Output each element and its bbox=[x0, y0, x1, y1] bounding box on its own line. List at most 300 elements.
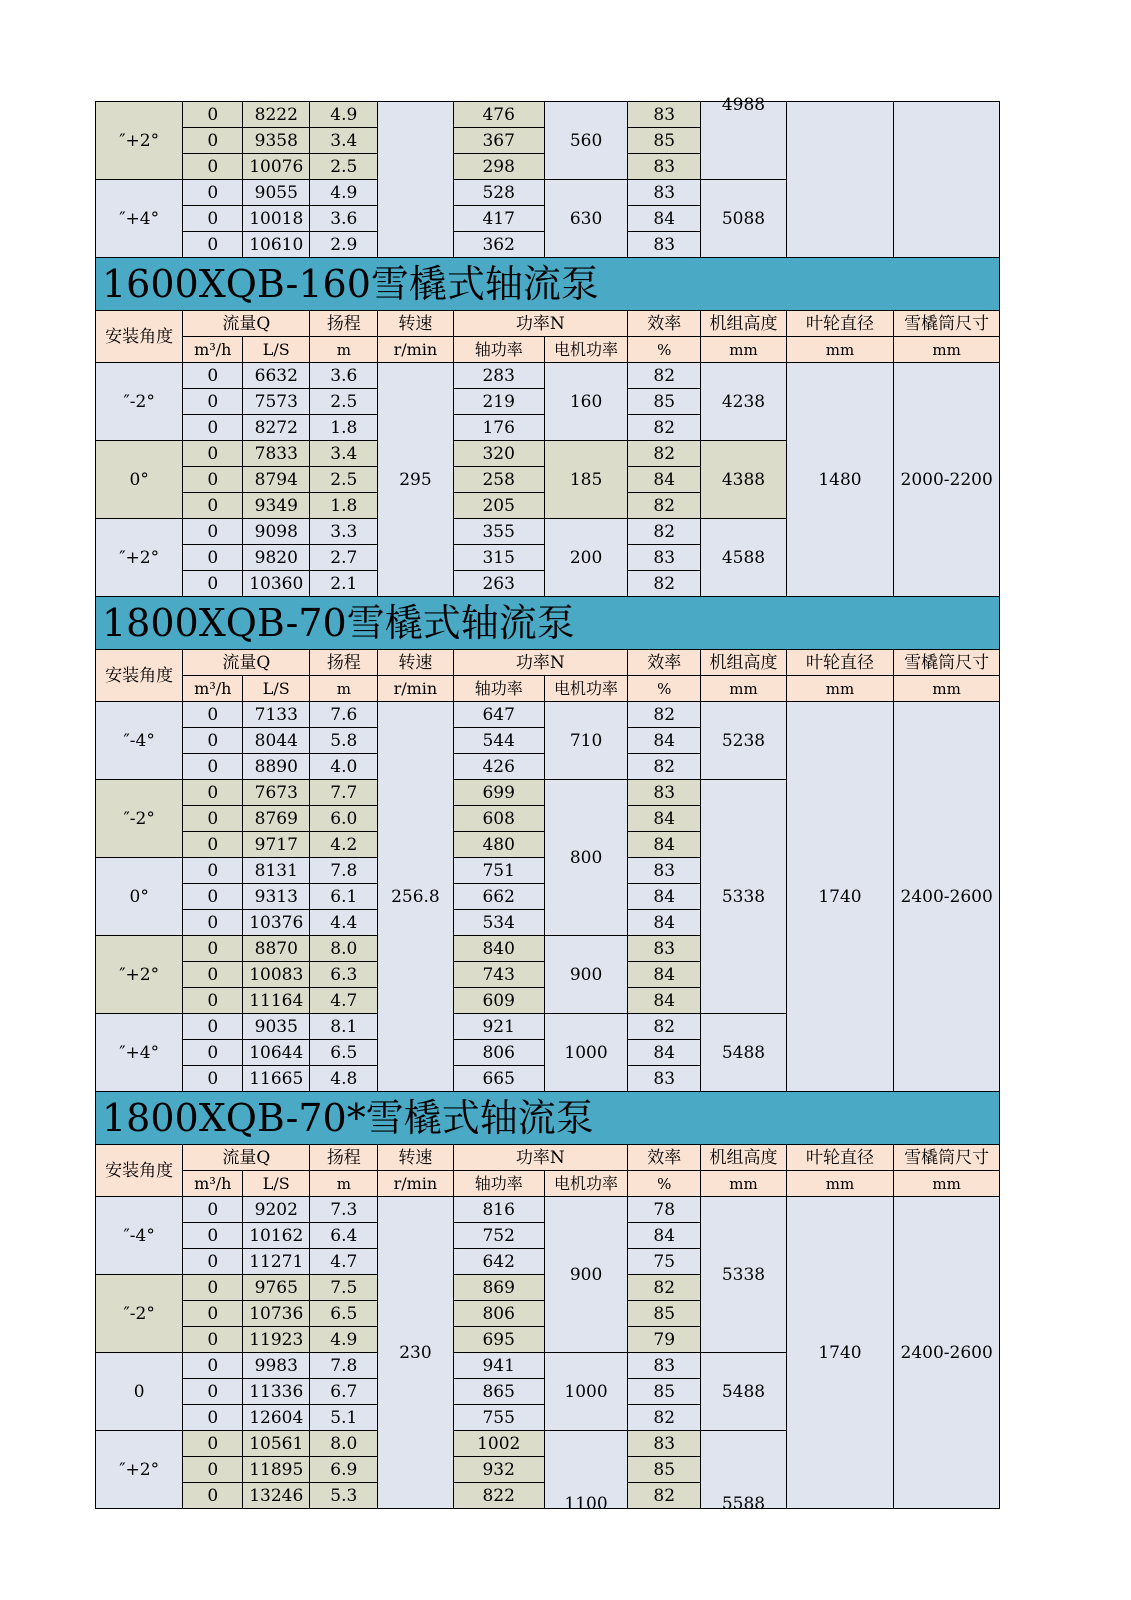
header-power: 功率N bbox=[453, 1145, 628, 1171]
cell-m3h: 0 bbox=[183, 1066, 243, 1092]
cell-ls: 7573 bbox=[243, 389, 310, 415]
motor-power-cell: 160 bbox=[544, 363, 627, 441]
header-angle: 安装角度 bbox=[96, 311, 183, 363]
cell-efficiency: 82 bbox=[628, 363, 701, 389]
header-efficiency: 效率 bbox=[628, 650, 701, 676]
cell-shaft-power: 476 bbox=[453, 102, 544, 128]
cell-ls: 10076 bbox=[243, 154, 310, 180]
header-unit-height: 机组高度 bbox=[701, 1145, 786, 1171]
cell-m3h: 0 bbox=[183, 571, 243, 597]
cell-ls: 8222 bbox=[243, 102, 310, 128]
header-head: 扬程 bbox=[310, 650, 378, 676]
angle-cell: ″+4° bbox=[96, 1014, 183, 1092]
cell-m3h: 0 bbox=[183, 1327, 243, 1353]
cell-efficiency: 83 bbox=[628, 545, 701, 571]
cell-efficiency: 82 bbox=[628, 1483, 701, 1509]
cell-ls: 11923 bbox=[243, 1327, 310, 1353]
unit-height-cell: 4238 bbox=[701, 363, 786, 441]
header-flow: 流量Q bbox=[183, 1145, 310, 1171]
cell-m3h: 0 bbox=[183, 780, 243, 806]
cell-ls: 9313 bbox=[243, 884, 310, 910]
cell-shaft-power: 806 bbox=[453, 1301, 544, 1327]
cell-shaft-power: 298 bbox=[453, 154, 544, 180]
cell-shaft-power: 840 bbox=[453, 936, 544, 962]
unit-m: m bbox=[310, 676, 378, 702]
cell-head: 4.9 bbox=[310, 180, 378, 206]
cell-m3h: 0 bbox=[183, 832, 243, 858]
cell-head: 6.3 bbox=[310, 962, 378, 988]
cell-head: 4.9 bbox=[310, 1327, 378, 1353]
table-row bbox=[96, 702, 1000, 728]
cell-shaft-power: 609 bbox=[453, 988, 544, 1014]
cell-head: 4.7 bbox=[310, 988, 378, 1014]
unit-height-cell: 5488 bbox=[701, 1353, 786, 1431]
unit-height-cell: 5488 bbox=[701, 1014, 786, 1092]
cell-shaft-power: 480 bbox=[453, 832, 544, 858]
header-efficiency: 效率 bbox=[628, 311, 701, 337]
header-speed: 转速 bbox=[378, 311, 453, 337]
unit-rmin: r/min bbox=[378, 337, 453, 363]
header-flow: 流量Q bbox=[183, 311, 310, 337]
cell-ls: 9820 bbox=[243, 545, 310, 571]
cell-ls: 12604 bbox=[243, 1405, 310, 1431]
cell-efficiency: 84 bbox=[628, 832, 701, 858]
unit-ls: L/S bbox=[243, 676, 310, 702]
unit-pct: % bbox=[628, 676, 701, 702]
cell-head: 7.8 bbox=[310, 858, 378, 884]
cell-shaft-power: 362 bbox=[453, 232, 544, 258]
header-efficiency: 效率 bbox=[628, 1145, 701, 1171]
cell-ls: 7133 bbox=[243, 702, 310, 728]
cell-ls: 9358 bbox=[243, 128, 310, 154]
cell-shaft-power: 822 bbox=[453, 1483, 544, 1509]
unit-height-cell bbox=[701, 95, 786, 180]
cell-head: 8.0 bbox=[310, 1431, 378, 1457]
motor-power-cell: 800 bbox=[544, 780, 627, 936]
angle-cell: ″-4° bbox=[96, 1197, 183, 1275]
header-row bbox=[96, 1145, 1000, 1171]
unit-rmin: r/min bbox=[378, 676, 453, 702]
unit-mm: mm bbox=[894, 676, 1000, 702]
cell-m3h: 0 bbox=[183, 206, 243, 232]
cell-m3h: 0 bbox=[183, 1249, 243, 1275]
cell-shaft-power: 426 bbox=[453, 754, 544, 780]
motor-power-cell: 560 bbox=[544, 102, 627, 180]
cell-ls: 6632 bbox=[243, 363, 310, 389]
unit-height-cell: 5338 bbox=[701, 1197, 786, 1353]
section-title: 1800XQB-70雪橇式轴流泵 bbox=[96, 597, 1000, 650]
cell-head: 2.5 bbox=[310, 389, 378, 415]
cell-efficiency: 85 bbox=[628, 1379, 701, 1405]
cell-shaft-power: 544 bbox=[453, 728, 544, 754]
unit-mm: mm bbox=[786, 1171, 894, 1197]
cell-efficiency: 83 bbox=[628, 154, 701, 180]
cell-efficiency: 82 bbox=[628, 493, 701, 519]
cell-m3h: 0 bbox=[183, 1457, 243, 1483]
cell-head: 7.6 bbox=[310, 702, 378, 728]
cell-ls: 9349 bbox=[243, 493, 310, 519]
cell-head: 7.3 bbox=[310, 1197, 378, 1223]
cell-shaft-power: 921 bbox=[453, 1014, 544, 1040]
motor-power-cell: 1000 bbox=[544, 1353, 627, 1431]
cell-efficiency: 84 bbox=[628, 467, 701, 493]
motor-power-cell: 200 bbox=[544, 519, 627, 597]
cell-efficiency: 84 bbox=[628, 728, 701, 754]
cell-efficiency: 82 bbox=[628, 702, 701, 728]
cell-m3h: 0 bbox=[183, 363, 243, 389]
cell-head: 2.5 bbox=[310, 154, 378, 180]
cell-ls: 9983 bbox=[243, 1353, 310, 1379]
header-duct-size: 雪橇筒尺寸 bbox=[894, 650, 1000, 676]
cell-m3h: 0 bbox=[183, 232, 243, 258]
cell-ls: 10736 bbox=[243, 1301, 310, 1327]
cell-head: 7.5 bbox=[310, 1275, 378, 1301]
motor-power-cell: 710 bbox=[544, 702, 627, 780]
cell-head: 6.7 bbox=[310, 1379, 378, 1405]
cell-m3h: 0 bbox=[183, 1275, 243, 1301]
cell-head: 6.0 bbox=[310, 806, 378, 832]
angle-cell: ″-2° bbox=[96, 1275, 183, 1353]
cell-m3h: 0 bbox=[183, 988, 243, 1014]
cell-m3h: 0 bbox=[183, 910, 243, 936]
cell-m3h: 0 bbox=[183, 1223, 243, 1249]
cell-head: 6.9 bbox=[310, 1457, 378, 1483]
cell-head: 2.9 bbox=[310, 232, 378, 258]
cell-head: 4.8 bbox=[310, 1066, 378, 1092]
angle-cell: 0 bbox=[96, 1353, 183, 1431]
cell-efficiency: 82 bbox=[628, 1014, 701, 1040]
cell-m3h: 0 bbox=[183, 389, 243, 415]
unit-shaft-power: 轴功率 bbox=[453, 337, 544, 363]
cell-m3h: 0 bbox=[183, 519, 243, 545]
duct-cell: 2400-2600 bbox=[894, 1197, 1000, 1509]
cell-efficiency: 82 bbox=[628, 571, 701, 597]
motor-power-cell: 1000 bbox=[544, 1014, 627, 1092]
section-title: 1600XQB-160雪橇式轴流泵 bbox=[96, 258, 1000, 311]
cell-shaft-power: 752 bbox=[453, 1223, 544, 1249]
impeller-cell bbox=[786, 102, 894, 258]
header-head: 扬程 bbox=[310, 1145, 378, 1171]
pump-spec-table bbox=[95, 95, 1000, 1514]
unit-row bbox=[96, 337, 1000, 363]
cell-shaft-power: 528 bbox=[453, 180, 544, 206]
speed-cell bbox=[378, 102, 453, 258]
cell-ls: 10561 bbox=[243, 1431, 310, 1457]
cell-m3h: 0 bbox=[183, 1301, 243, 1327]
duct-cell bbox=[894, 102, 1000, 258]
cell-m3h: 0 bbox=[183, 1431, 243, 1457]
cell-head: 4.9 bbox=[310, 102, 378, 128]
cell-efficiency: 83 bbox=[628, 102, 701, 128]
cell-efficiency: 83 bbox=[628, 180, 701, 206]
unit-height-value: 5588 bbox=[721, 1494, 766, 1514]
cell-shaft-power: 941 bbox=[453, 1353, 544, 1379]
angle-cell: ″+2° bbox=[96, 102, 183, 180]
angle-cell: 0° bbox=[96, 441, 183, 519]
cell-efficiency: 78 bbox=[628, 1197, 701, 1223]
motor-power-cell bbox=[544, 1431, 627, 1514]
cell-shaft-power: 816 bbox=[453, 1197, 544, 1223]
cell-m3h: 0 bbox=[183, 858, 243, 884]
cell-shaft-power: 662 bbox=[453, 884, 544, 910]
cell-ls: 10644 bbox=[243, 1040, 310, 1066]
cell-m3h: 0 bbox=[183, 1014, 243, 1040]
cell-m3h: 0 bbox=[183, 1379, 243, 1405]
unit-shaft-power: 轴功率 bbox=[453, 1171, 544, 1197]
angle-cell: ″+2° bbox=[96, 1431, 183, 1509]
unit-height-cell: 4588 bbox=[701, 519, 786, 597]
cell-shaft-power: 205 bbox=[453, 493, 544, 519]
angle-cell: ″-2° bbox=[96, 780, 183, 858]
cell-efficiency: 84 bbox=[628, 806, 701, 832]
cell-efficiency: 83 bbox=[628, 936, 701, 962]
speed-cell: 230 bbox=[378, 1197, 453, 1509]
cell-m3h: 0 bbox=[183, 1197, 243, 1223]
cell-efficiency: 79 bbox=[628, 1327, 701, 1353]
motor-power-cell: 630 bbox=[544, 180, 627, 258]
cell-m3h: 0 bbox=[183, 884, 243, 910]
cell-ls: 11271 bbox=[243, 1249, 310, 1275]
unit-mm: mm bbox=[701, 1171, 786, 1197]
angle-cell: ″-2° bbox=[96, 363, 183, 441]
cell-m3h: 0 bbox=[183, 154, 243, 180]
cell-ls: 8769 bbox=[243, 806, 310, 832]
cell-efficiency: 75 bbox=[628, 1249, 701, 1275]
cell-shaft-power: 283 bbox=[453, 363, 544, 389]
cell-m3h: 0 bbox=[183, 962, 243, 988]
cell-m3h: 0 bbox=[183, 1353, 243, 1379]
cell-ls: 8890 bbox=[243, 754, 310, 780]
cell-head: 7.7 bbox=[310, 780, 378, 806]
table-row bbox=[96, 363, 1000, 389]
cell-m3h: 0 bbox=[183, 493, 243, 519]
cell-ls: 10610 bbox=[243, 232, 310, 258]
cell-efficiency: 83 bbox=[628, 1353, 701, 1379]
cell-efficiency: 84 bbox=[628, 206, 701, 232]
cell-shaft-power: 258 bbox=[453, 467, 544, 493]
cell-shaft-power: 751 bbox=[453, 858, 544, 884]
header-impeller-diameter: 叶轮直径 bbox=[786, 311, 894, 337]
unit-motor-power: 电机功率 bbox=[544, 337, 627, 363]
section-title-row bbox=[96, 258, 1000, 311]
cell-m3h: 0 bbox=[183, 180, 243, 206]
cell-m3h: 0 bbox=[183, 467, 243, 493]
cell-head: 5.1 bbox=[310, 1405, 378, 1431]
header-duct-size: 雪橇筒尺寸 bbox=[894, 1145, 1000, 1171]
cell-head: 2.5 bbox=[310, 467, 378, 493]
cell-shaft-power: 865 bbox=[453, 1379, 544, 1405]
header-speed: 转速 bbox=[378, 650, 453, 676]
header-power: 功率N bbox=[453, 650, 628, 676]
section-title-row bbox=[96, 597, 1000, 650]
cell-m3h: 0 bbox=[183, 702, 243, 728]
cell-shaft-power: 417 bbox=[453, 206, 544, 232]
unit-height-cell: 5338 bbox=[701, 780, 786, 1014]
angle-cell: ″+2° bbox=[96, 519, 183, 597]
cell-m3h: 0 bbox=[183, 415, 243, 441]
header-angle: 安装角度 bbox=[96, 650, 183, 702]
unit-rmin: r/min bbox=[378, 1171, 453, 1197]
section-title: 1800XQB-70*雪橇式轴流泵 bbox=[96, 1092, 1000, 1145]
cell-shaft-power: 642 bbox=[453, 1249, 544, 1275]
cell-efficiency: 82 bbox=[628, 415, 701, 441]
unit-m3h: m³/h bbox=[183, 1171, 243, 1197]
unit-motor-power: 电机功率 bbox=[544, 676, 627, 702]
header-row bbox=[96, 650, 1000, 676]
cell-m3h: 0 bbox=[183, 102, 243, 128]
table-row bbox=[96, 102, 1000, 128]
cell-efficiency: 84 bbox=[628, 962, 701, 988]
cell-ls: 11665 bbox=[243, 1066, 310, 1092]
speed-cell: 256.8 bbox=[378, 702, 453, 1092]
angle-cell: 0° bbox=[96, 858, 183, 936]
cell-ls: 9765 bbox=[243, 1275, 310, 1301]
cell-head: 2.7 bbox=[310, 545, 378, 571]
unit-height-value: 4988 bbox=[721, 95, 766, 115]
unit-m: m bbox=[310, 1171, 378, 1197]
unit-motor-power: 电机功率 bbox=[544, 1171, 627, 1197]
angle-cell: ″+4° bbox=[96, 180, 183, 258]
cell-ls: 7673 bbox=[243, 780, 310, 806]
cell-head: 4.7 bbox=[310, 1249, 378, 1275]
cell-shaft-power: 367 bbox=[453, 128, 544, 154]
cell-efficiency: 82 bbox=[628, 754, 701, 780]
cell-shaft-power: 219 bbox=[453, 389, 544, 415]
motor-power-cell: 185 bbox=[544, 441, 627, 519]
cell-head: 1.8 bbox=[310, 493, 378, 519]
cell-head: 6.5 bbox=[310, 1301, 378, 1327]
unit-pct: % bbox=[628, 1171, 701, 1197]
unit-shaft-power: 轴功率 bbox=[453, 676, 544, 702]
cell-head: 4.4 bbox=[310, 910, 378, 936]
cell-shaft-power: 355 bbox=[453, 519, 544, 545]
cell-head: 8.1 bbox=[310, 1014, 378, 1040]
unit-mm: mm bbox=[894, 337, 1000, 363]
cell-head: 5.8 bbox=[310, 728, 378, 754]
cell-ls: 8272 bbox=[243, 415, 310, 441]
cell-shaft-power: 608 bbox=[453, 806, 544, 832]
spreadsheet-page bbox=[95, 95, 1000, 1514]
header-head: 扬程 bbox=[310, 311, 378, 337]
cell-efficiency: 84 bbox=[628, 1040, 701, 1066]
cell-shaft-power: 699 bbox=[453, 780, 544, 806]
cell-head: 3.3 bbox=[310, 519, 378, 545]
angle-cell: ″+2° bbox=[96, 936, 183, 1014]
header-unit-height: 机组高度 bbox=[701, 650, 786, 676]
cell-head: 5.3 bbox=[310, 1483, 378, 1509]
cell-ls: 7833 bbox=[243, 441, 310, 467]
cell-shaft-power: 665 bbox=[453, 1066, 544, 1092]
cell-m3h: 0 bbox=[183, 1040, 243, 1066]
cell-efficiency: 85 bbox=[628, 128, 701, 154]
cell-m3h: 0 bbox=[183, 1483, 243, 1509]
unit-m3h: m³/h bbox=[183, 337, 243, 363]
cell-ls: 8794 bbox=[243, 467, 310, 493]
cell-efficiency: 84 bbox=[628, 988, 701, 1014]
cell-ls: 8044 bbox=[243, 728, 310, 754]
cell-efficiency: 85 bbox=[628, 1457, 701, 1483]
header-impeller-diameter: 叶轮直径 bbox=[786, 650, 894, 676]
cell-ls: 10360 bbox=[243, 571, 310, 597]
cell-efficiency: 85 bbox=[628, 1301, 701, 1327]
section-title-row bbox=[96, 1092, 1000, 1145]
cell-head: 3.4 bbox=[310, 441, 378, 467]
duct-cell: 2400-2600 bbox=[894, 702, 1000, 1092]
cell-shaft-power: 647 bbox=[453, 702, 544, 728]
unit-ls: L/S bbox=[243, 1171, 310, 1197]
unit-height-cell: 4388 bbox=[701, 441, 786, 519]
cell-head: 4.2 bbox=[310, 832, 378, 858]
cell-efficiency: 84 bbox=[628, 884, 701, 910]
cell-ls: 11895 bbox=[243, 1457, 310, 1483]
cell-head: 6.1 bbox=[310, 884, 378, 910]
motor-power-value: 1100 bbox=[564, 1494, 608, 1514]
cell-shaft-power: 315 bbox=[453, 545, 544, 571]
cell-head: 3.6 bbox=[310, 363, 378, 389]
motor-power-cell: 900 bbox=[544, 936, 627, 1014]
cell-head: 7.8 bbox=[310, 1353, 378, 1379]
header-impeller-diameter: 叶轮直径 bbox=[786, 1145, 894, 1171]
cell-ls: 11336 bbox=[243, 1379, 310, 1405]
impeller-cell: 1740 bbox=[786, 702, 894, 1092]
cell-m3h: 0 bbox=[183, 128, 243, 154]
cell-efficiency: 85 bbox=[628, 389, 701, 415]
cell-efficiency: 83 bbox=[628, 858, 701, 884]
cell-ls: 10376 bbox=[243, 910, 310, 936]
cell-ls: 10018 bbox=[243, 206, 310, 232]
unit-m: m bbox=[310, 337, 378, 363]
motor-power-cell: 900 bbox=[544, 1197, 627, 1353]
angle-cell: ″-4° bbox=[96, 702, 183, 780]
cell-ls: 10083 bbox=[243, 962, 310, 988]
cell-ls: 9202 bbox=[243, 1197, 310, 1223]
cell-ls: 9717 bbox=[243, 832, 310, 858]
cell-head: 1.8 bbox=[310, 415, 378, 441]
cell-shaft-power: 534 bbox=[453, 910, 544, 936]
cell-efficiency: 83 bbox=[628, 1431, 701, 1457]
unit-mm: mm bbox=[786, 337, 894, 363]
cell-shaft-power: 695 bbox=[453, 1327, 544, 1353]
cell-shaft-power: 755 bbox=[453, 1405, 544, 1431]
header-angle: 安装角度 bbox=[96, 1145, 183, 1197]
cell-ls: 10162 bbox=[243, 1223, 310, 1249]
cell-m3h: 0 bbox=[183, 441, 243, 467]
cell-m3h: 0 bbox=[183, 754, 243, 780]
unit-pct: % bbox=[628, 337, 701, 363]
cell-shaft-power: 869 bbox=[453, 1275, 544, 1301]
unit-mm: mm bbox=[701, 337, 786, 363]
header-duct-size: 雪橇筒尺寸 bbox=[894, 311, 1000, 337]
cell-ls: 9098 bbox=[243, 519, 310, 545]
unit-height-cell: 5088 bbox=[701, 180, 786, 258]
cell-shaft-power: 176 bbox=[453, 415, 544, 441]
cell-head: 6.5 bbox=[310, 1040, 378, 1066]
cell-m3h: 0 bbox=[183, 806, 243, 832]
header-power: 功率N bbox=[453, 311, 628, 337]
cell-head: 8.0 bbox=[310, 936, 378, 962]
unit-row bbox=[96, 1171, 1000, 1197]
cell-head: 2.1 bbox=[310, 571, 378, 597]
cell-ls: 11164 bbox=[243, 988, 310, 1014]
cell-shaft-power: 932 bbox=[453, 1457, 544, 1483]
duct-cell: 2000-2200 bbox=[894, 363, 1000, 597]
cell-shaft-power: 263 bbox=[453, 571, 544, 597]
cell-efficiency: 83 bbox=[628, 780, 701, 806]
cell-ls: 8131 bbox=[243, 858, 310, 884]
cell-m3h: 0 bbox=[183, 1405, 243, 1431]
table-row bbox=[96, 1197, 1000, 1223]
header-row bbox=[96, 311, 1000, 337]
